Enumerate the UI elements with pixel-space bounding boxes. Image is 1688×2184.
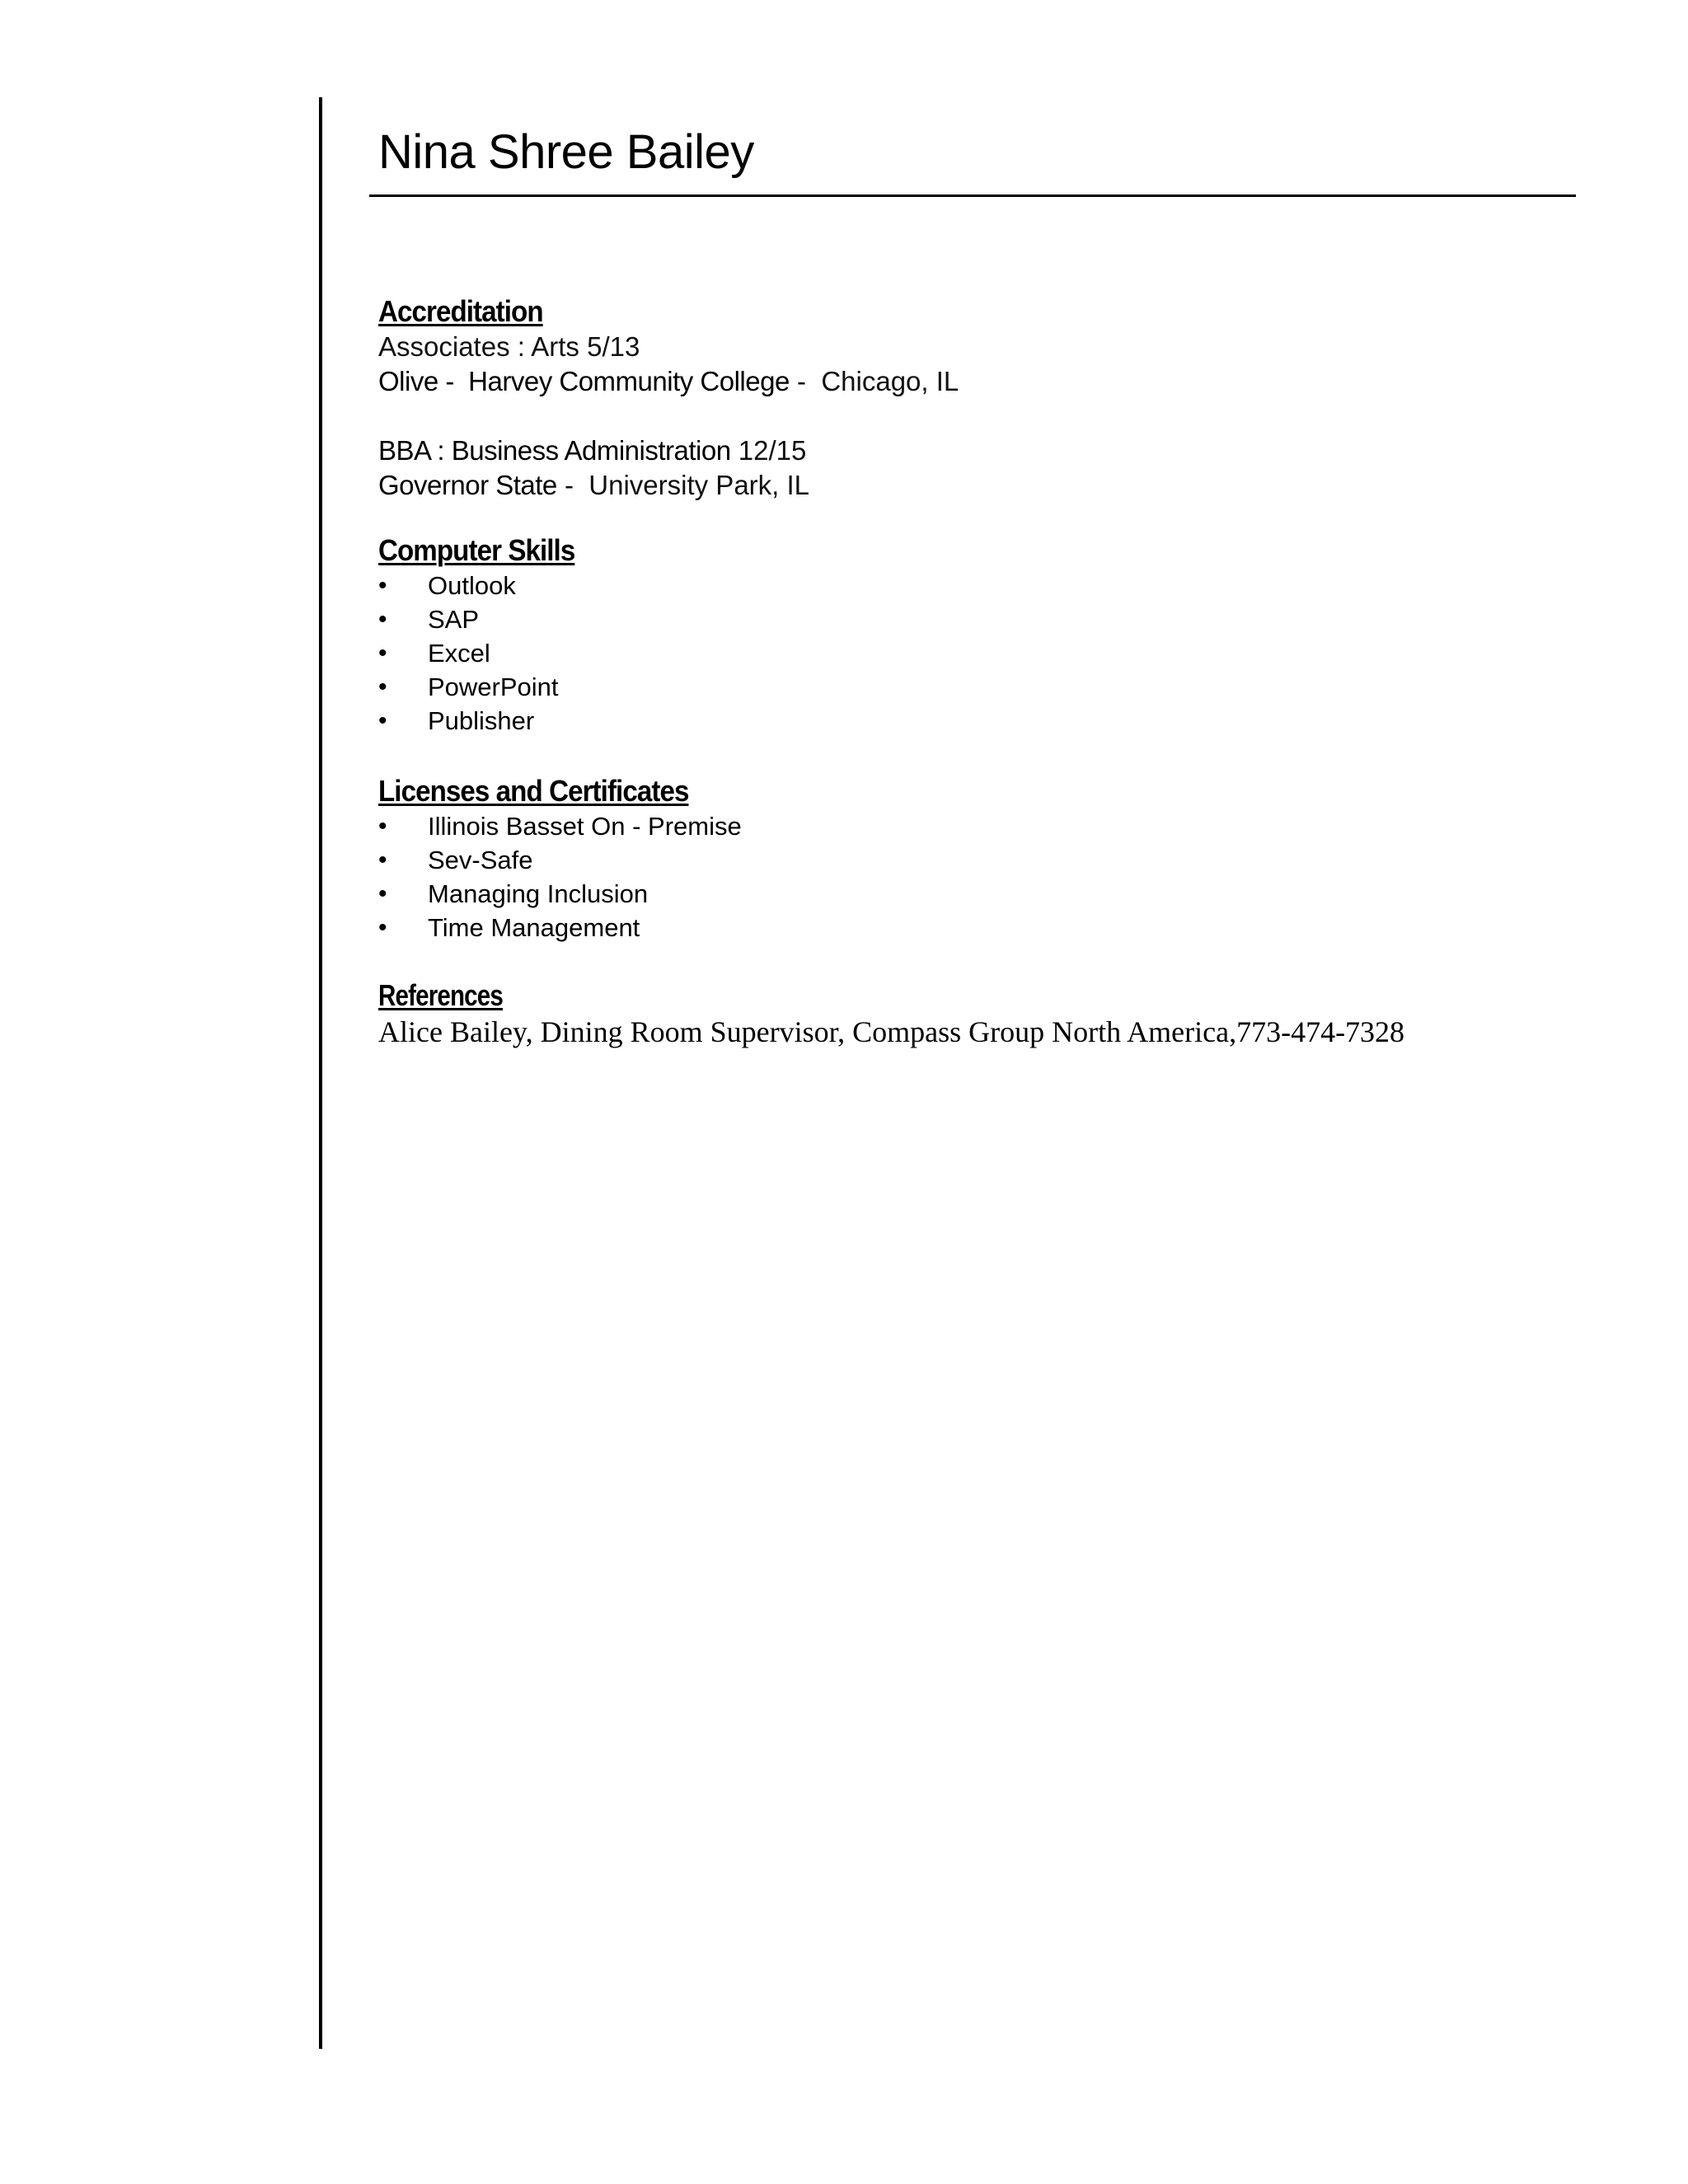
list-item: • Managing Inclusion (378, 877, 1573, 911)
list-item: • Excel (378, 636, 1573, 670)
header-divider (369, 194, 1576, 197)
computer-skills-heading: Computer Skills (378, 533, 575, 567)
candidate-name: Nina Shree Bailey (378, 125, 754, 179)
degree-2-date: 12/15 (738, 435, 807, 466)
degree-1-school-line (378, 364, 1573, 399)
degree-2-school: Governor State (378, 470, 557, 500)
resume-header (378, 115, 1573, 190)
bullet-icon: • (378, 707, 387, 734)
degree-1-location: - Chicago, IL (797, 366, 959, 396)
list-item: • Illinois Basset On - Premise (378, 809, 1573, 843)
bullet-icon: • (378, 813, 387, 840)
bullet-icon: • (378, 640, 387, 667)
bullet-icon: • (378, 606, 387, 633)
references-section (378, 977, 1573, 1050)
list-item: • Publisher (378, 704, 1573, 738)
computer-skills-section (378, 532, 1573, 738)
degree-1-title: Associates : Arts (378, 331, 579, 362)
list-item: • PowerPoint (378, 670, 1573, 704)
degree-2-title: BBA : Business Administration (378, 435, 731, 466)
bullet-icon: • (378, 846, 387, 874)
list-item: • SAP (378, 602, 1573, 636)
bullet-icon: • (378, 673, 387, 701)
degree-1-school: Olive - Harvey Community College (378, 366, 790, 396)
degree-1-date: 5/13 (587, 331, 640, 362)
licenses-heading: Licenses and Certificates (378, 774, 689, 808)
list-item: • Sev-Safe (378, 843, 1573, 877)
bullet-icon: • (378, 880, 387, 907)
reference-entry: Alice Bailey, Dining Room Supervisor, Compass Group North America,773-474-7328 (378, 1015, 1405, 1048)
degree-1-title-line (378, 330, 1573, 364)
accreditation-heading: Accreditation (378, 294, 543, 328)
references-heading: References (378, 978, 503, 1012)
degree-2-title-line (378, 434, 1573, 468)
bullet-icon: • (378, 572, 387, 599)
licenses-list (378, 809, 1573, 944)
list-item: • Outlook (378, 569, 1573, 602)
bullet-icon: • (378, 914, 387, 941)
degree-2-school-line (378, 468, 1573, 503)
list-item: • Time Management (378, 911, 1573, 944)
computer-skills-list (378, 569, 1573, 738)
left-margin-rule (319, 97, 322, 2049)
licenses-section (378, 773, 1573, 944)
accreditation-section (378, 293, 1573, 503)
degree-2-location: - University Park, IL (564, 470, 810, 500)
